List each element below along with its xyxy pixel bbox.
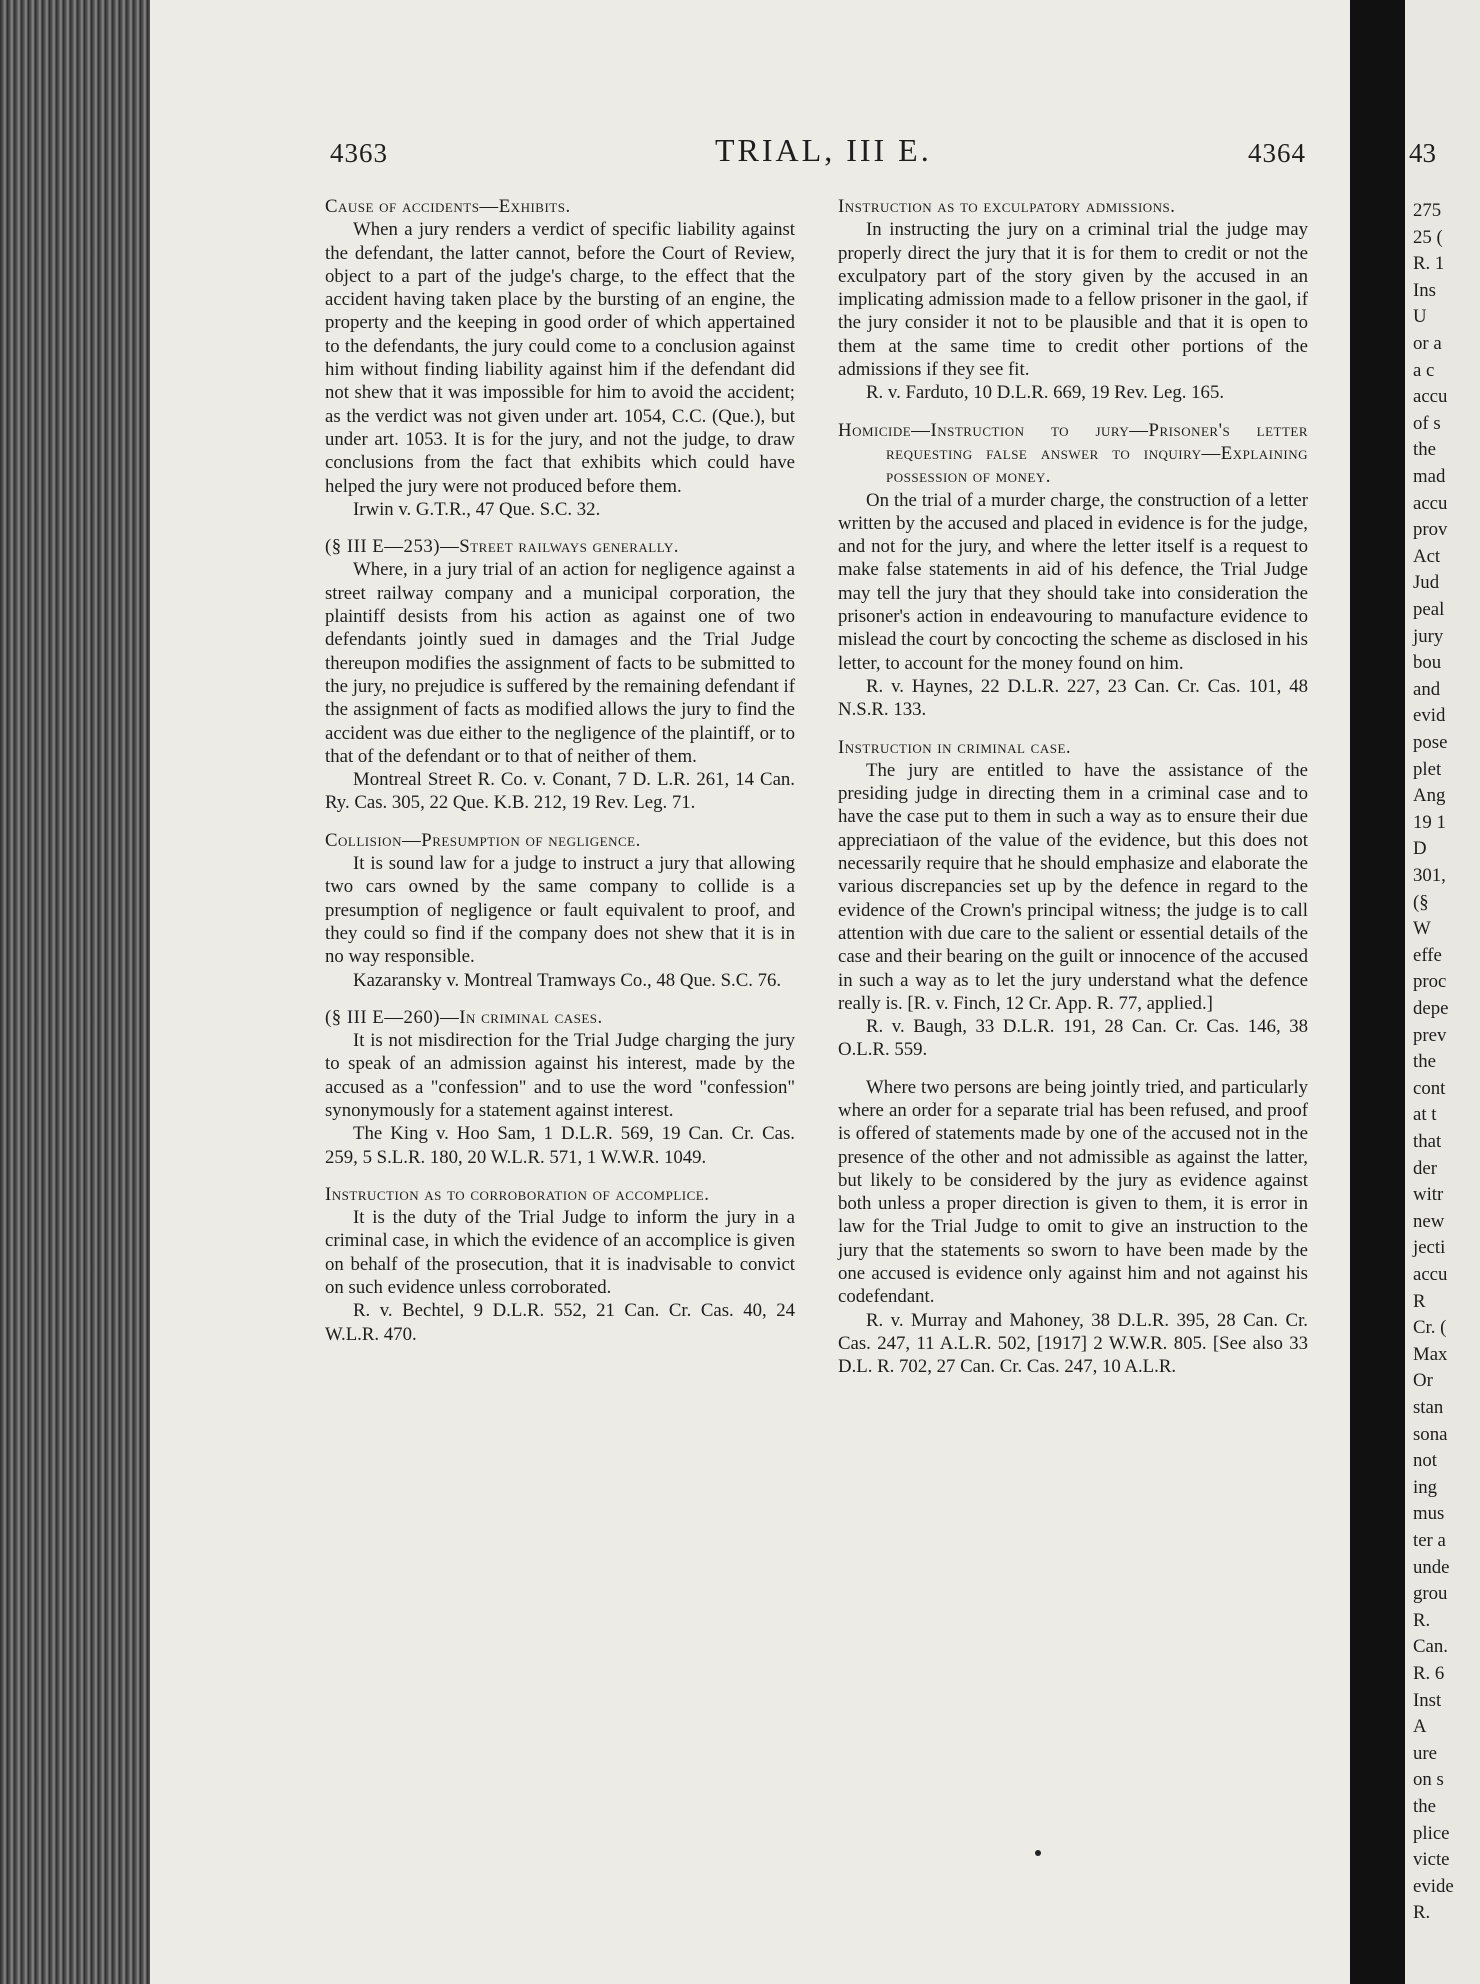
case-summary: When a jury renders a verdict of specific liability against the defendant, the latter cannot, before the Court of Review, object to a part of the judge's charge, to the effect that the accident having taken place by the bursting of an engine, the property and the keeping in good order of which appertained to the defendants, the jury could come to a conclusion against him without finding liability against him if the defendant did not shew that it was impossible for him to avoid the accident; as the verdict was not given under art. 1054, C.C. (Que.), but under art. 1053. It is for the jury, and not the judge, to draw conclusions from the fact that exhibits which could have helped the jury were not produced before them. — [325, 219, 795, 497]
adjacent-page-line: D — [1413, 838, 1427, 860]
case-citation: Irwin v. G.T.R., 47 Que. S.C. 32. — [353, 498, 601, 520]
adjacent-page-line: plet — [1413, 758, 1442, 780]
adjacent-page-line: ter a — [1413, 1530, 1446, 1551]
adjacent-page-line: accu — [1413, 386, 1448, 408]
adjacent-page-line: jury — [1413, 625, 1444, 647]
adjacent-page-line: Max — [1413, 1343, 1448, 1365]
adjacent-page-line: 19 1 — [1413, 811, 1446, 833]
adjacent-page-line: a c — [1413, 359, 1435, 381]
adjacent-page-line: unde — [1413, 1556, 1450, 1578]
adjacent-page-line: Ang — [1413, 785, 1446, 807]
adjacent-page-line: ing — [1413, 1476, 1437, 1498]
case-summary: In instructing the jury on a criminal trial the judge may properly direct the jury that it is for them to credit or not the exculpatory part of the story given by the accused in an implicating admission made to a fellow prisoner in the gaol, if the jury consider it not to be plausible and that it is open to them at the same time to credit other portions of the admissions if they see fit. — [838, 219, 1308, 381]
adjacent-page-line: cont — [1413, 1077, 1446, 1099]
adjacent-page-fragment — [1405, 0, 1480, 1984]
adjacent-page-line: witr — [1413, 1184, 1444, 1206]
adjacent-page-line: or a — [1413, 333, 1442, 354]
adjacent-page-line: victe — [1413, 1849, 1450, 1871]
adjacent-page-line: Jud — [1413, 572, 1440, 594]
adjacent-page-line: 25 ( — [1413, 226, 1443, 248]
section-heading: (§ III E—260)—In criminal cases. — [325, 1006, 603, 1028]
adjacent-page-line: sona — [1413, 1423, 1448, 1445]
adjacent-page-line: not — [1413, 1450, 1437, 1472]
adjacent-page-line: and — [1413, 678, 1441, 700]
section-heading: Instruction as to exculpatory admissions. — [838, 196, 1176, 217]
adjacent-page-line: R — [1413, 1290, 1426, 1312]
adjacent-page-line: evide — [1413, 1875, 1454, 1897]
case-summary: The jury are entitled to have the assistance of the presiding judge in directing them in a criminal case and to have the case put to them in such a way as to ensure their due appreciatiaon of the value of the evidence, but this does not necessarily require that he should emphasize and elaborate the various discrepancies set up by the defence in regard to the evidence of the Crown's principal witness; the judge is to call attention with due care to the salient or essential details of the case and their bearing on the guilt or innocence of the accused in such a way as to let the jury understand what the defence really is. [R. v. Finch, 12 Cr. App. R. 77, applied.] — [838, 759, 1308, 1014]
section-heading: (§ III E—253)—Street railways generally. — [325, 536, 679, 558]
adjacent-page-line: A — [1413, 1716, 1427, 1738]
case-summary: It is sound law for a judge to instruct a jury that allowing two cars owned by the same company to collide is a presumption of negligence or fault equivalent to proof, and they could so find if the company does not shew that it is in no way responsible. — [325, 853, 795, 968]
adjacent-page-line: pose — [1413, 732, 1448, 753]
adjacent-page-line: Inst — [1413, 1689, 1442, 1711]
case-citation: R. v. Baugh, 33 D.L.R. 191, 28 Can. Cr. Cas. 146, 38 O.L.R. 559. — [838, 1016, 1308, 1061]
case-citation: Montreal Street R. Co. v. Conant, 7 D. L.R. 261, 14 Can. Ry. Cas. 305, 22 Que. K.B. 212, 19 Rev. Leg. 71. — [325, 769, 795, 814]
case-citation: R. v. Haynes, 22 D.L.R. 227, 23 Can. Cr. Cas. 101, 48 N.S.R. 133. — [838, 675, 1308, 721]
case-citation: R. v. Murray and Mahoney, 38 D.L.R. 395, 28 Can. Cr. Cas. 247, 11 A.L.R. 502, [1917] 2 W.W.R. 805. [See also 33 D.L. R. 702, 27 Can. Cr. Cas. 247, 10 A.L.R. — [838, 1309, 1308, 1378]
adjacent-page-line: plice — [1413, 1822, 1450, 1844]
adjacent-page-line: Cr. ( — [1413, 1317, 1447, 1339]
adjacent-page-line: Ins — [1413, 279, 1436, 301]
adjacent-page-line: Or — [1413, 1370, 1433, 1392]
adjacent-page-line: of s — [1413, 412, 1441, 434]
case-summary: It is not misdirection for the Trial Judge charging the jury to speak of an admission against his interest, made by the accused as a "confession" and to use the word "confession" synonymously for a statement against interest. — [325, 1030, 795, 1121]
adjacent-page-line: stan — [1413, 1397, 1444, 1418]
adjacent-page-line: accu — [1413, 492, 1448, 514]
adjacent-page-line: Act — [1413, 545, 1441, 567]
adjacent-page-line: accu — [1413, 1264, 1448, 1285]
case-summary: On the trial of a murder charge, the construction of a letter written by the accused and placed in evidence is for the judge, and not for the jury, and where the letter itself is a request to make false statements in aid of his defence, the Trial Judge may tell the jury that they should take into consideration the prisoner's action in endeavouring to manufacture evidence to mislead the court by concocting the scheme as disclosed in his letter, to account for the money found on him. — [838, 489, 1308, 674]
section-heading: Instruction as to corroboration of accomplice. — [325, 1183, 710, 1205]
section-heading: Cause of accidents—Exhibits. — [325, 196, 571, 217]
adjacent-page-line: R. 1 — [1413, 253, 1445, 275]
adjacent-page-line: peal — [1413, 599, 1445, 620]
adjacent-page-line: proc — [1413, 971, 1447, 993]
case-summary: It is the duty of the Trial Judge to inform the jury in a criminal case, in which the evidence of an accomplice is given on behalf of the prosecution, that it is inadvisable to convict on such evidence unless corroborated. — [325, 1207, 795, 1299]
adjacent-page-line: mad — [1413, 466, 1446, 487]
right-column — [838, 195, 1308, 1393]
adjacent-page-line: at t — [1413, 1104, 1437, 1126]
adjacent-page-line: depe — [1413, 998, 1449, 1019]
adjacent-page-line: the — [1413, 1796, 1436, 1817]
adjacent-page-line: new — [1413, 1210, 1445, 1232]
adjacent-page-line: 301, — [1413, 865, 1446, 886]
section-heading: Instruction in criminal case. — [838, 736, 1072, 758]
case-citation: R. v. Bechtel, 9 D.L.R. 552, 21 Can. Cr. Cas. 40, 24 W.L.R. 470. — [325, 1300, 795, 1345]
adjacent-page-line: R. — [1413, 1902, 1431, 1924]
adjacent-page-line: ure — [1413, 1742, 1437, 1764]
adjacent-page-line: R. 6 — [1413, 1663, 1445, 1684]
adjacent-page-line: R. — [1413, 1609, 1431, 1631]
case-summary: Where, in a jury trial of an action for negligence against a street railway company and a municipal corporation, the plaintiff desists from his action as against one of two defendants jointly sued in damages and the Trial Judge thereupon modifies the assignment of facts to be submitted to the jury, no prejudice is suffered by the remaining defendant if the assignment of facts as modified allows the jury to find the accident was due either to the negligence of the plaintiff, or to that of the defendant or to that of neither of them. — [325, 559, 795, 767]
adjacent-page-line: U — [1413, 306, 1427, 328]
case-citation: R. v. Farduto, 10 D.L.R. 669, 19 Rev. Leg. 165. — [866, 382, 1225, 404]
right-page-number: 4364 — [1248, 138, 1306, 168]
adjacent-page-line: evid — [1413, 705, 1446, 727]
left-page-number: 4363 — [330, 138, 388, 168]
running-title: TRIAL, III E. — [715, 132, 932, 168]
adjacent-page-line: (§ — [1413, 891, 1429, 913]
adjacent-page-line: prev — [1413, 1024, 1447, 1046]
adjacent-page-line: der — [1413, 1157, 1437, 1179]
adjacent-page-line: bou — [1413, 652, 1442, 674]
section-heading: Collision—Presumption of negligence. — [325, 829, 641, 851]
adjacent-page-line: W — [1413, 918, 1431, 940]
case-citation: Kazaransky v. Montreal Tramways Co., 48 Que. S.C. 76. — [353, 969, 782, 991]
adjacent-page-line: on s — [1413, 1769, 1444, 1791]
adjacent-page-line: grou — [1413, 1583, 1448, 1605]
adjacent-page-line: Can. — [1413, 1636, 1448, 1658]
case-summary: Where two persons are being jointly tried, and particularly where an order for a separate trial has been refused, and proof is offered of statements made by one of the accused not in the presence of the other and not admissible as against the latter, but likely to be considered by the jury as evidence against both unless a proper direction is given to them, it is error in law for the Trial Judge to omit to give an instruction to the jury that the statements so sworn to have been made by the one accused is evidence only against him and not against his codefendant. — [838, 1076, 1308, 1308]
adjacent-page-line: jecti — [1413, 1237, 1446, 1259]
adjacent-page-line: 275 — [1413, 200, 1442, 221]
adjacent-page-line: the — [1413, 439, 1436, 461]
adjacent-page-line: the — [1413, 1051, 1436, 1073]
left-column — [325, 195, 795, 1360]
section-heading: Homicide—Instruction to jury—Prisoner's letter requesting false answer to inquiry—Explaining possession of money. — [838, 419, 1308, 488]
book-gutter — [1350, 0, 1405, 1984]
adjacent-page-line: prov — [1413, 519, 1448, 541]
adjacent-page-line: effe — [1413, 944, 1442, 966]
adjacent-page-number: 43 — [1409, 138, 1436, 168]
adjacent-page-line: that — [1413, 1131, 1442, 1152]
adjacent-page-line: mus — [1413, 1503, 1445, 1525]
case-citation: The King v. Hoo Sam, 1 D.L.R. 569, 19 Can. Cr. Cas. 259, 5 S.L.R. 180, 20 W.L.R. 571, 1 W.W.R. 1049. — [325, 1123, 795, 1168]
page-mark — [1035, 1850, 1041, 1856]
